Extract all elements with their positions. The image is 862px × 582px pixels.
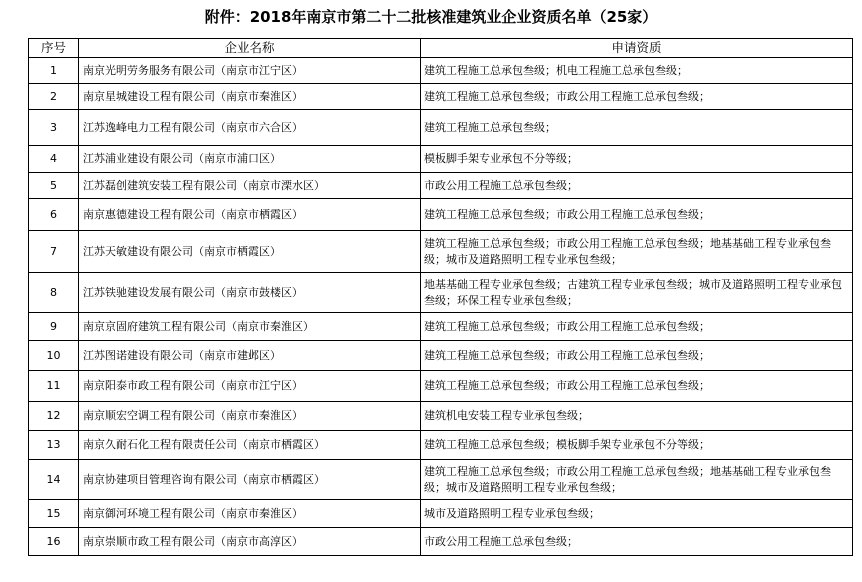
table-row [29, 371, 853, 402]
row-company-name: 南京惠德建设工程有限公司（南京市栖霞区） [79, 199, 421, 231]
table-row [29, 431, 853, 460]
table-row [29, 273, 853, 313]
row-company-name: 南京顺宏空调工程有限公司（南京市秦淮区） [79, 402, 421, 431]
row-qualification: 建筑工程施工总承包叁级；模板脚手架专业承包不分等级； [421, 431, 853, 460]
company-qualification-table [28, 38, 853, 556]
row-qualification: 建筑工程施工总承包叁级； [421, 110, 853, 146]
row-company-name: 南京协建项目管理咨询有限公司（南京市栖霞区） [79, 460, 421, 500]
row-qualification: 城市及道路照明工程专业承包叁级； [421, 500, 853, 528]
row-seq: 13 [29, 431, 79, 460]
table-row [29, 528, 853, 556]
row-seq: 11 [29, 371, 79, 402]
row-seq: 6 [29, 199, 79, 231]
row-qualification: 市政公用工程施工总承包叁级； [421, 173, 853, 199]
row-seq: 4 [29, 146, 79, 173]
table-row [29, 199, 853, 231]
row-company-name: 南京崇顺市政工程有限公司（南京市高淳区） [79, 528, 421, 556]
row-seq: 8 [29, 273, 79, 313]
row-seq: 10 [29, 341, 79, 371]
row-seq: 1 [29, 58, 79, 84]
header-seq: 序号 [29, 39, 79, 58]
header-company-name: 企业名称 [79, 39, 421, 58]
row-qualification: 地基基础工程专业承包叁级；古建筑工程专业承包叁级；城市及道路照明工程专业承包叁级；环保工程专业承包叁级； [421, 273, 853, 313]
row-qualification: 建筑工程施工总承包叁级；市政公用工程施工总承包叁级； [421, 313, 853, 341]
header-qualification: 申请资质 [421, 39, 853, 58]
row-seq: 9 [29, 313, 79, 341]
row-company-name: 江苏逸峰电力工程有限公司（南京市六合区） [79, 110, 421, 146]
row-qualification: 建筑工程施工总承包叁级；市政公用工程施工总承包叁级；地基基础工程专业承包叁级；城市及道路照明工程专业承包叁级； [421, 231, 853, 273]
row-seq: 16 [29, 528, 79, 556]
table-row [29, 231, 853, 273]
table-row [29, 313, 853, 341]
row-company-name: 南京星城建设工程有限公司（南京市秦淮区） [79, 84, 421, 110]
row-seq: 14 [29, 460, 79, 500]
row-company-name: 南京光明劳务服务有限公司（南京市江宁区） [79, 58, 421, 84]
row-company-name: 江苏浦业建设有限公司（南京市浦口区） [79, 146, 421, 173]
row-qualification: 建筑工程施工总承包叁级；机电工程施工总承包叁级； [421, 58, 853, 84]
row-qualification: 建筑工程施工总承包叁级；市政公用工程施工总承包叁级； [421, 84, 853, 110]
row-seq: 3 [29, 110, 79, 146]
table-row [29, 500, 853, 528]
row-company-name: 江苏磊创建筑安装工程有限公司（南京市溧水区） [79, 173, 421, 199]
row-seq: 5 [29, 173, 79, 199]
row-seq: 2 [29, 84, 79, 110]
row-qualification: 建筑工程施工总承包叁级；市政公用工程施工总承包叁级； [421, 371, 853, 402]
table-row [29, 58, 853, 84]
table-row [29, 460, 853, 500]
row-company-name: 南京久耐石化工程有限责任公司（南京市栖霞区） [79, 431, 421, 460]
table-header-row [29, 39, 853, 58]
table-row [29, 402, 853, 431]
row-company-name: 南京阳泰市政工程有限公司（南京市江宁区） [79, 371, 421, 402]
table-row [29, 173, 853, 199]
row-qualification: 建筑工程施工总承包叁级；市政公用工程施工总承包叁级； [421, 341, 853, 371]
row-company-name: 南京京固府建筑工程有限公司（南京市秦淮区） [79, 313, 421, 341]
page-title: 附件：2018年南京市第二十二批核准建筑业企业资质名单（25家） [204, 8, 658, 26]
table-row [29, 84, 853, 110]
table-row [29, 110, 853, 146]
row-company-name: 江苏图诺建设有限公司（南京市建邺区） [79, 341, 421, 371]
row-qualification: 建筑机电安装工程专业承包叁级； [421, 402, 853, 431]
row-company-name: 江苏天敏建设有限公司（南京市栖霞区） [79, 231, 421, 273]
row-qualification: 建筑工程施工总承包叁级；市政公用工程施工总承包叁级；地基基础工程专业承包叁级；城市及道路照明工程专业承包叁级； [421, 460, 853, 500]
table-row [29, 341, 853, 371]
row-company-name: 南京御河环境工程有限公司（南京市秦淮区） [79, 500, 421, 528]
row-qualification: 模板脚手架专业承包不分等级； [421, 146, 853, 173]
row-seq: 15 [29, 500, 79, 528]
row-seq: 12 [29, 402, 79, 431]
row-qualification: 市政公用工程施工总承包叁级； [421, 528, 853, 556]
row-qualification: 建筑工程施工总承包叁级；市政公用工程施工总承包叁级； [421, 199, 853, 231]
row-seq: 7 [29, 231, 79, 273]
row-company-name: 江苏铁驰建设发展有限公司（南京市鼓楼区） [79, 273, 421, 313]
table-row [29, 146, 853, 173]
